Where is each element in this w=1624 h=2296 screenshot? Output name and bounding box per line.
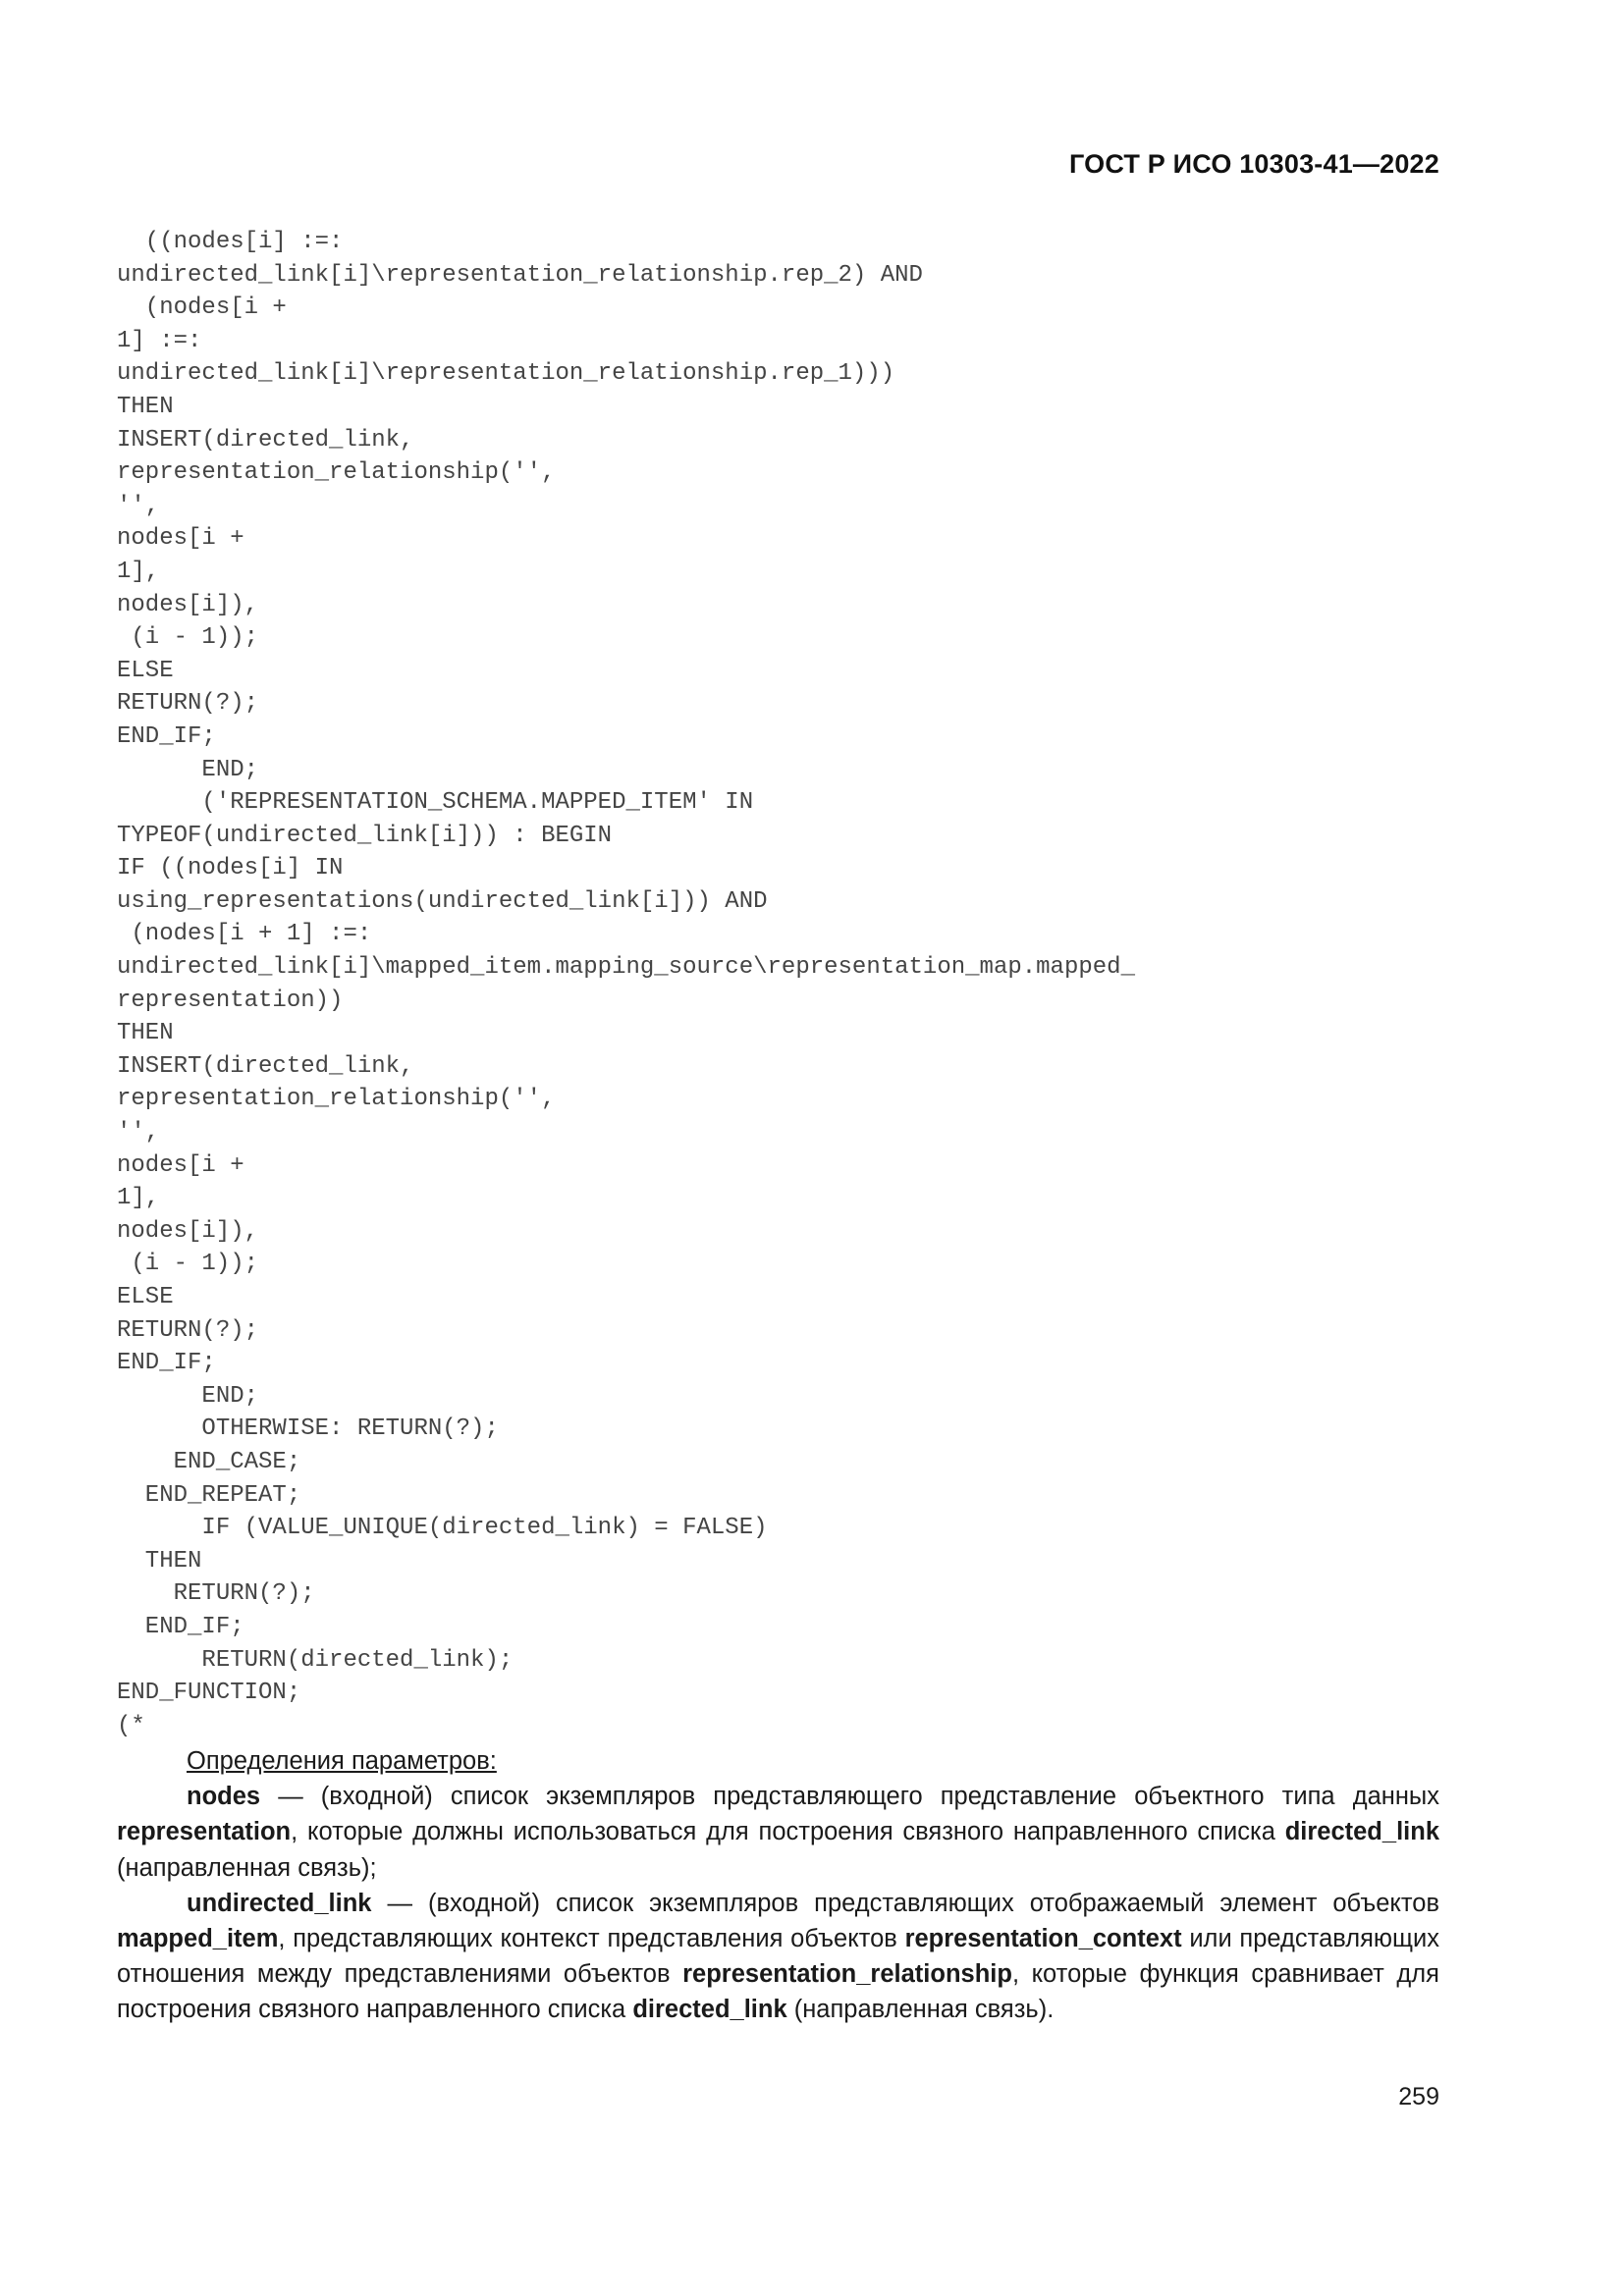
term-representation-relationship: representation_relationship bbox=[682, 1960, 1012, 1989]
definition-text: или представляющих отношения между представлениями объектов bbox=[117, 1925, 1439, 1989]
code-line: END_IF; bbox=[117, 1350, 216, 1377]
code-line: RETURN(?); bbox=[117, 1580, 315, 1608]
code-line: ('REPRESENTATION_SCHEMA.MAPPED_ITEM' IN bbox=[117, 789, 754, 817]
code-line: '', bbox=[117, 1119, 160, 1147]
code-line: (* bbox=[117, 1712, 145, 1739]
term-directed-link: directed_link bbox=[632, 1996, 787, 2024]
page-header: ГОСТ Р ИСО 10303-41—2022 bbox=[1069, 149, 1439, 179]
code-line: ELSE bbox=[117, 657, 174, 684]
definition-text: , которые должны использоваться для построения связного направленного списка bbox=[291, 1818, 1285, 1846]
code-line: INSERT(directed_link, bbox=[117, 426, 414, 454]
code-line: TYPEOF(undirected_link[i])) : BEGIN bbox=[117, 822, 613, 849]
definition-text: , которые функция сравнивает для построения связного направленного списка bbox=[117, 1960, 1439, 2024]
code-line: THEN bbox=[117, 1547, 202, 1575]
term-representation: representation bbox=[117, 1818, 292, 1846]
code-line: 1], bbox=[117, 1185, 160, 1212]
term-undirected-link: undirected_link bbox=[187, 1889, 372, 1917]
code-line: END_IF; bbox=[117, 722, 216, 750]
code-line: representation_relationship('', bbox=[117, 459, 556, 487]
code-line: undirected_link[i]\representation_relationship.rep_2) AND bbox=[117, 261, 923, 289]
term-representation-context: representation_context bbox=[904, 1925, 1182, 1953]
term-mapped-item: mapped_item bbox=[117, 1925, 279, 1953]
code-line: (nodes[i + 1] :=: bbox=[117, 921, 372, 948]
code-line: OTHERWISE: RETURN(?); bbox=[117, 1415, 499, 1443]
code-line: ELSE bbox=[117, 1284, 174, 1310]
code-line: THEN bbox=[117, 393, 174, 420]
definition-text: — (входной) список экземпляров представляющих отображаемый элемент объектов bbox=[371, 1889, 1439, 1917]
code-line: RETURN(directed_link); bbox=[117, 1646, 514, 1674]
definition-nodes bbox=[117, 1779, 1439, 1886]
code-line: undirected_link[i]\representation_relationship.rep_1))) bbox=[117, 360, 895, 388]
code-line: representation_relationship('', bbox=[117, 1086, 556, 1113]
code-line: (i - 1)); bbox=[117, 1251, 259, 1278]
code-line: RETURN(?); bbox=[117, 690, 259, 718]
code-line: nodes[i + bbox=[117, 525, 244, 553]
term-nodes: nodes bbox=[187, 1783, 261, 1811]
code-line: END_FUNCTION; bbox=[117, 1680, 301, 1707]
definition-text: (направленная связь). bbox=[786, 1996, 1055, 2024]
code-line: using_representations(undirected_link[i])) AND bbox=[117, 887, 768, 915]
code-line: END_IF; bbox=[117, 1613, 244, 1640]
code-line: representation)) bbox=[117, 987, 344, 1014]
code-line: ((nodes[i] :=: bbox=[117, 229, 344, 255]
code-block bbox=[117, 226, 1393, 1742]
code-line: nodes[i + bbox=[117, 1151, 244, 1179]
code-line: END_CASE; bbox=[117, 1448, 301, 1475]
code-line: nodes[i]), bbox=[117, 1217, 259, 1245]
code-line: 1] :=: bbox=[117, 327, 202, 354]
definitions-heading bbox=[117, 1743, 1439, 1779]
page-number: 259 bbox=[1398, 2083, 1439, 2110]
code-line: 1], bbox=[117, 558, 160, 585]
code-line: undirected_link[i]\mapped_item.mapping_source\representation_map.mapped_ bbox=[117, 954, 1135, 982]
definitions-heading-text: Определения параметров: bbox=[187, 1747, 497, 1775]
term-directed-link: directed_link bbox=[1284, 1818, 1439, 1846]
code-line: IF (VALUE_UNIQUE(directed_link) = FALSE) bbox=[117, 1515, 768, 1542]
code-line: (i - 1)); bbox=[117, 624, 259, 652]
code-line: (nodes[i + bbox=[117, 294, 287, 322]
code-line: IF ((nodes[i] IN bbox=[117, 855, 344, 882]
code-line: THEN bbox=[117, 1020, 174, 1047]
code-line: INSERT(directed_link, bbox=[117, 1052, 414, 1080]
code-line: RETURN(?); bbox=[117, 1316, 259, 1344]
parameter-definitions bbox=[117, 1743, 1439, 2028]
definition-text: — (входной) список экземпляров представляющего представление объектного типа данных bbox=[260, 1783, 1439, 1811]
code-line: '', bbox=[117, 492, 160, 519]
definition-undirected-link bbox=[117, 1886, 1439, 2028]
definition-text: (направленная связь); bbox=[117, 1853, 377, 1882]
code-line: END; bbox=[117, 756, 259, 783]
definition-text: , представляющих контекст представления объектов bbox=[278, 1925, 905, 1953]
code-line: END_REPEAT; bbox=[117, 1481, 301, 1509]
code-line: END; bbox=[117, 1382, 259, 1410]
code-line: nodes[i]), bbox=[117, 591, 259, 618]
